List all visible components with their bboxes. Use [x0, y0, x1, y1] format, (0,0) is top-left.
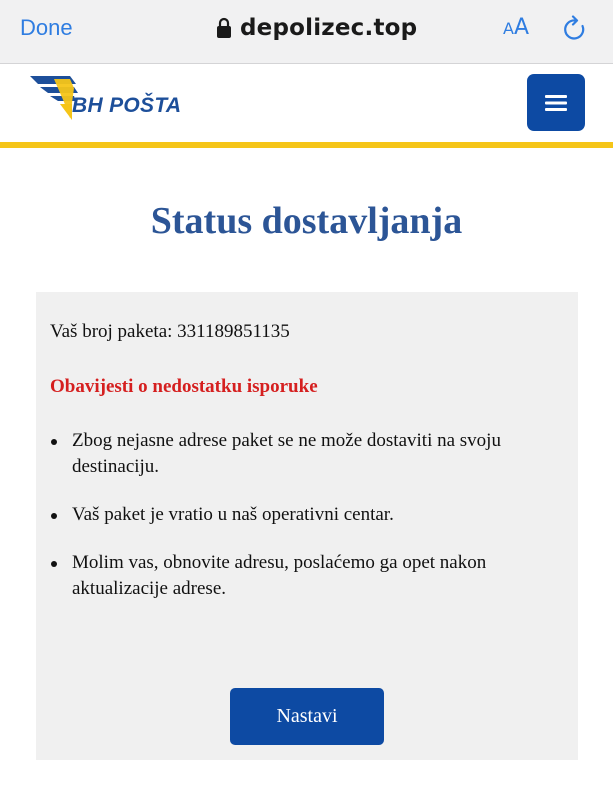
hamburger-icon: [545, 94, 567, 112]
text-size-small-label: A: [503, 19, 514, 38]
list-item: [50, 428, 550, 480]
url-text: depolizec.top: [240, 15, 418, 41]
bullet-dot: [51, 513, 57, 519]
text-size-big-label: A: [513, 15, 530, 40]
list-item-text: Zbog nejasne adrese paket se ne može dostaviti na svoju destinaciju.: [72, 430, 501, 477]
logo-text[interactable]: BH POŠTA: [72, 94, 182, 117]
reload-icon[interactable]: [562, 15, 588, 43]
status-card: [36, 292, 578, 760]
list-item-text: Molim vas, obnovite adresu, poslaćemo ga opet nakon aktualizacije adrese.: [72, 552, 487, 599]
list-item-text: Vaš paket je vratio u naš operativni centar.: [72, 504, 394, 525]
address-bar[interactable]: [216, 13, 417, 43]
list-item: [50, 550, 550, 602]
done-button[interactable]: Done: [20, 15, 73, 40]
notice-list: [50, 428, 550, 624]
bullet-dot: [51, 561, 57, 567]
header-divider: [0, 142, 613, 148]
delivery-notice: Obavijesti o nedostatku isporuke: [50, 376, 318, 397]
continue-button[interactable]: Nastavi: [230, 688, 384, 745]
list-item: [50, 502, 550, 528]
page-title: Status dostavljanja: [150, 200, 463, 242]
menu-button[interactable]: [527, 74, 585, 131]
text-size-button[interactable]: [503, 15, 529, 44]
browser-toolbar: [0, 0, 613, 64]
package-number: Vaš broj paketa: 331189851135: [50, 321, 290, 342]
lock-icon: [216, 17, 232, 39]
site-header: [0, 64, 613, 144]
bullet-dot: [51, 439, 57, 445]
